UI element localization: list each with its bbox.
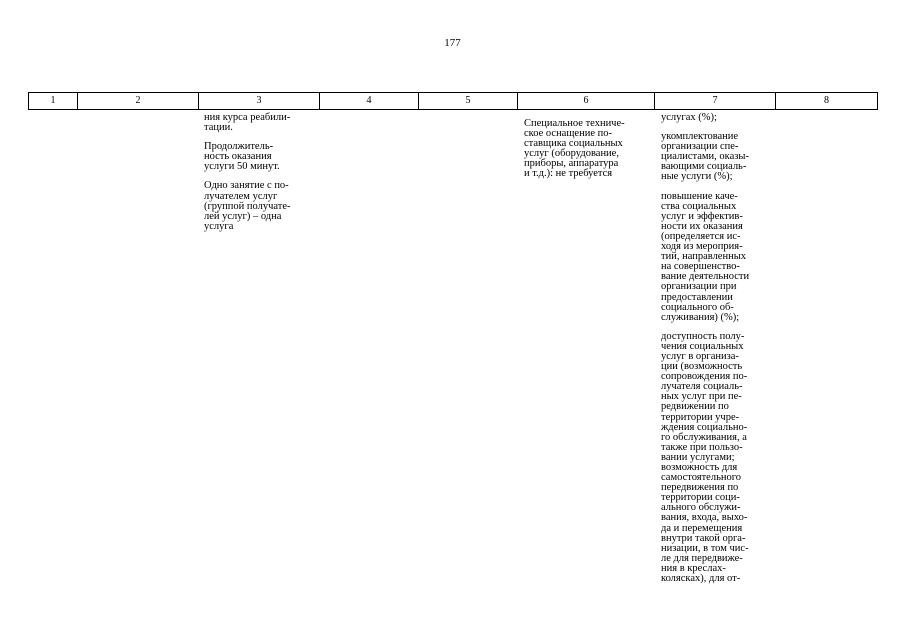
paragraph: ния курса реабили- тации. (204, 112, 291, 134)
page-number: 177 (444, 37, 461, 49)
column-6-text (524, 119, 654, 189)
paragraph: доступность полу- чения социальных услуг в организа- ции (возможность сопровождения по- лучателя социаль- ных услуг при пе- редвижении по территории учре- ждения социально- го обслуживания, а также при пользо- вании услугами; возможность для самостоятельного передвижения по территории соци- ального обслужи- вания, входа, выхо- да и перемещения внутри такой орга- низации, в том чис- ле для передвиже- ния в креслах- колясках), для от- (661, 330, 749, 585)
header-cell: 4 (320, 93, 419, 110)
column-7-text (661, 113, 776, 593)
header-cell: 3 (199, 93, 320, 110)
paragraph: Продолжитель- ность оказания услуги 50 минут. (204, 141, 280, 173)
header-cell: 7 (655, 93, 776, 110)
header-cell: 8 (776, 93, 878, 110)
header-cell: 2 (78, 93, 199, 110)
header-cell: 1 (29, 93, 78, 110)
column-number-header (28, 92, 878, 110)
header-cell: 6 (518, 93, 655, 110)
paragraph: услугах (%); (661, 112, 717, 123)
paragraph: укомплектование организации спе- циалистами, оказы- вающими социаль- ные услуги (%); (661, 131, 749, 183)
paragraph: Одно занятие с по- лучателем услуг (группой получате- лей услуг) – одна услуга (204, 180, 291, 232)
paragraph: повышение каче- ства социальных услуг и эффектив- ности их оказания (определяется ис- ходя из мероприя- тий, направленных на совершенство- вание деятельности организации при предоставлении социального об- служивания) (%); (661, 190, 750, 323)
paragraph: Специальное техниче- ское оснащение по- ставщика социальных услуг (оборудование, приборы, аппаратура и т.д.): не требуется (524, 118, 625, 180)
header-cell: 5 (419, 93, 518, 110)
column-3-text (204, 113, 324, 241)
